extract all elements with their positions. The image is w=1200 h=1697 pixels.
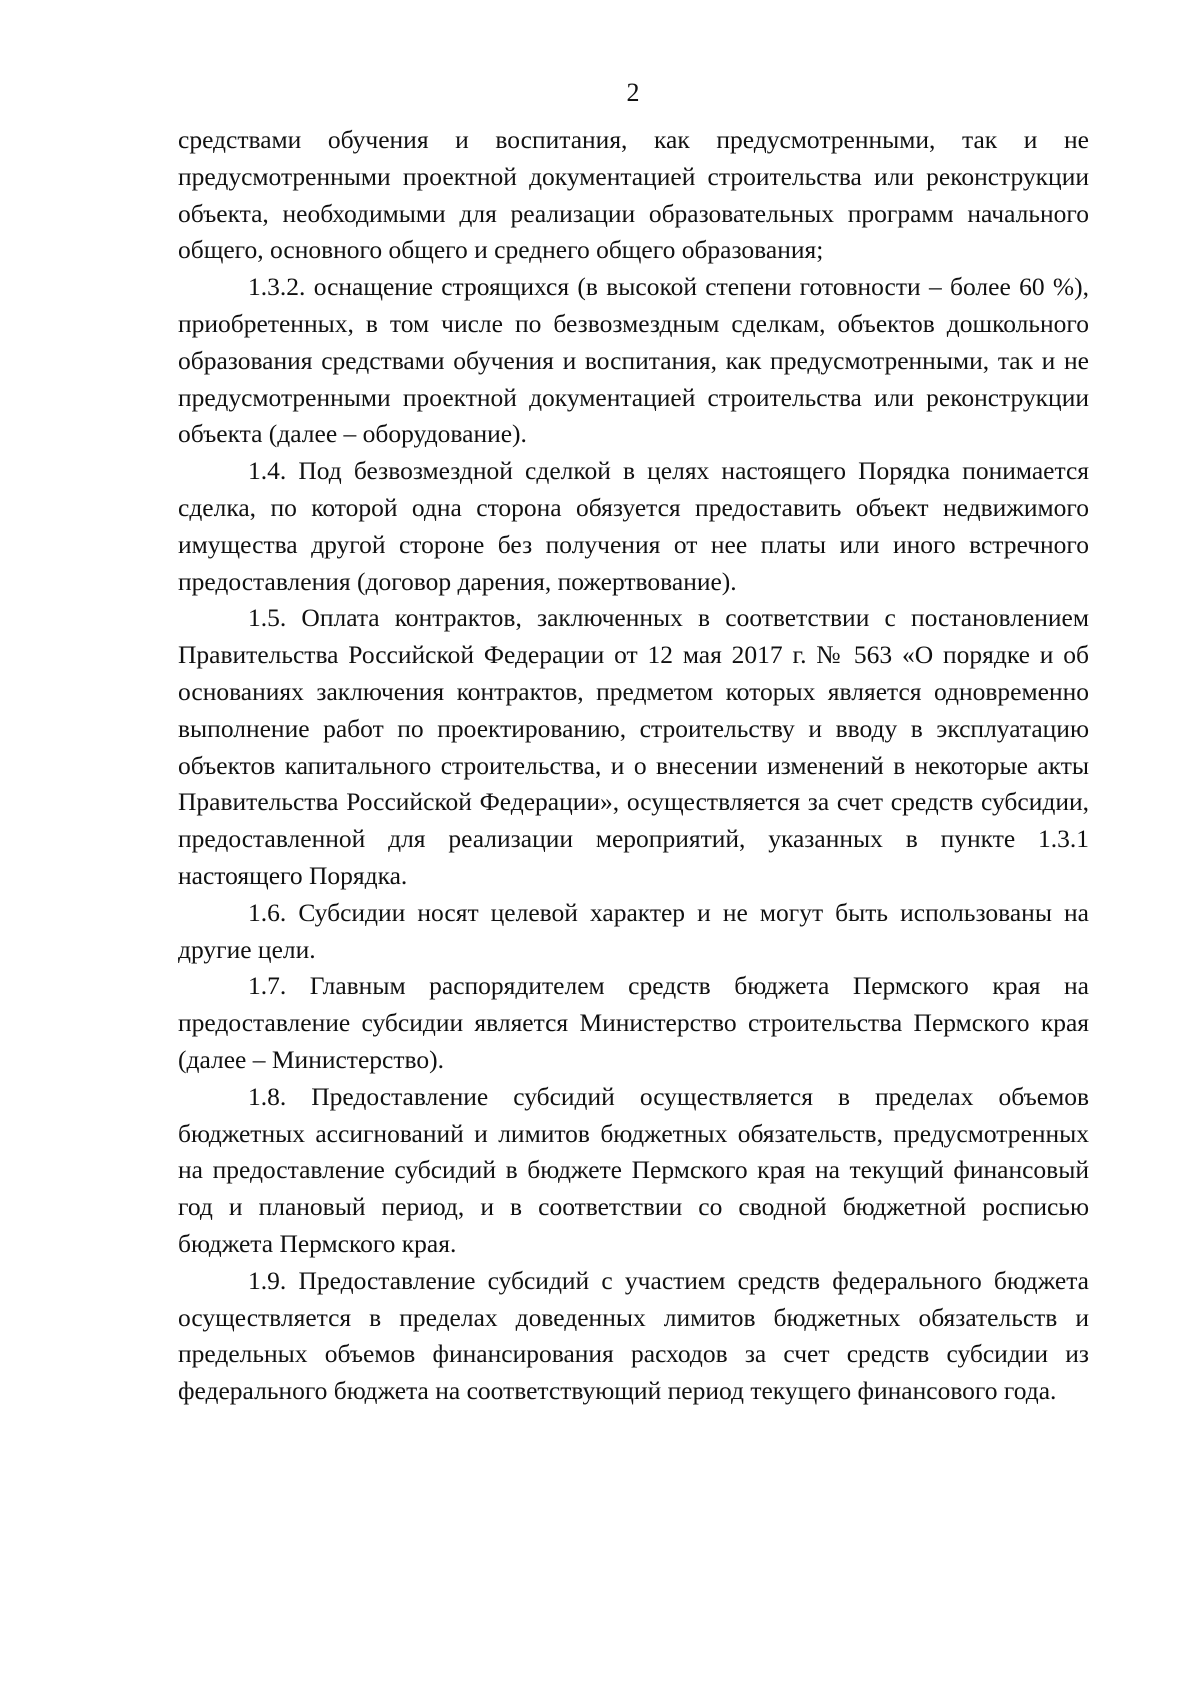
paragraph-1-6: 1.6. Субсидии носят целевой характер и не могут быть использованы на другие цели.: [178, 897, 1089, 964]
paragraph-1-3-2: 1.3.2. оснащение строящихся (в высокой степени готовности – более 60 %), приобретенных, в том числе по безвозмездным сделкам, объектов дошкольного образования средствами обучения и воспитания, как предусмотренными, так и не предусмотренными проектной документацией строительства или реконструкции объекта (далее – оборудование).: [178, 272, 1089, 449]
paragraph-1-8: 1.8. Предоставление субсидий осуществляется в пределах объемов бюджетных ассигнований и лимитов бюджетных обязательств, предусмотренных на предоставление субсидий в бюджете Пермского края на текущий финансовый год и плановый период, и в соответствии со сводной бюджетной росписью бюджета Пермского края.: [178, 1081, 1089, 1258]
paragraph-1-5: 1.5. Оплата контрактов, заключенных в соответствии с постановлением Правительства Российской Федерации от 12 мая 2017 г. № 563 «О порядке и об основаниях заключения контрактов, предметом которых является одновременно выполнение работ по проектированию, строительству и вводу в эксплуатацию объектов капитального строительства, и о внесении изменений в некоторые акты Правительства Российской Федерации», осуществляется за счет средств субсидии, предоставленной для реализации мероприятий, указанных в пункте 1.3.1 настоящего Порядка.: [178, 603, 1089, 890]
document-body: [178, 122, 1089, 1410]
paragraph-1-4: 1.4. Под безвозмездной сделкой в целях настоящего Порядка понимается сделка, по которой одна сторона обязуется предоставить объект недвижимого имущества другой стороне без получения от нее платы или иного встречного предоставления (договор дарения, пожертвование).: [178, 456, 1089, 596]
paragraph-1-7: 1.7. Главным распорядителем средств бюджета Пермского края на предоставление субсидии является Министерство строительства Пермского края (далее – Министерство).: [178, 971, 1089, 1074]
paragraph-continuation: средствами обучения и воспитания, как предусмотренными, так и не предусмотренными проектной документацией строительства или реконструкции объекта, необходимыми для реализации образовательных программ начального общего, основного общего и среднего общего образования;: [178, 125, 1089, 265]
page-number: 2: [626, 78, 640, 107]
paragraph-1-9: 1.9. Предоставление субсидий с участием средств федерального бюджета осуществляется в пределах доведенных лимитов бюджетных обязательств и предельных объемов финансирования расходов за счет средств субсидии из федерального бюджета на соответствующий период текущего финансового года.: [178, 1265, 1089, 1406]
